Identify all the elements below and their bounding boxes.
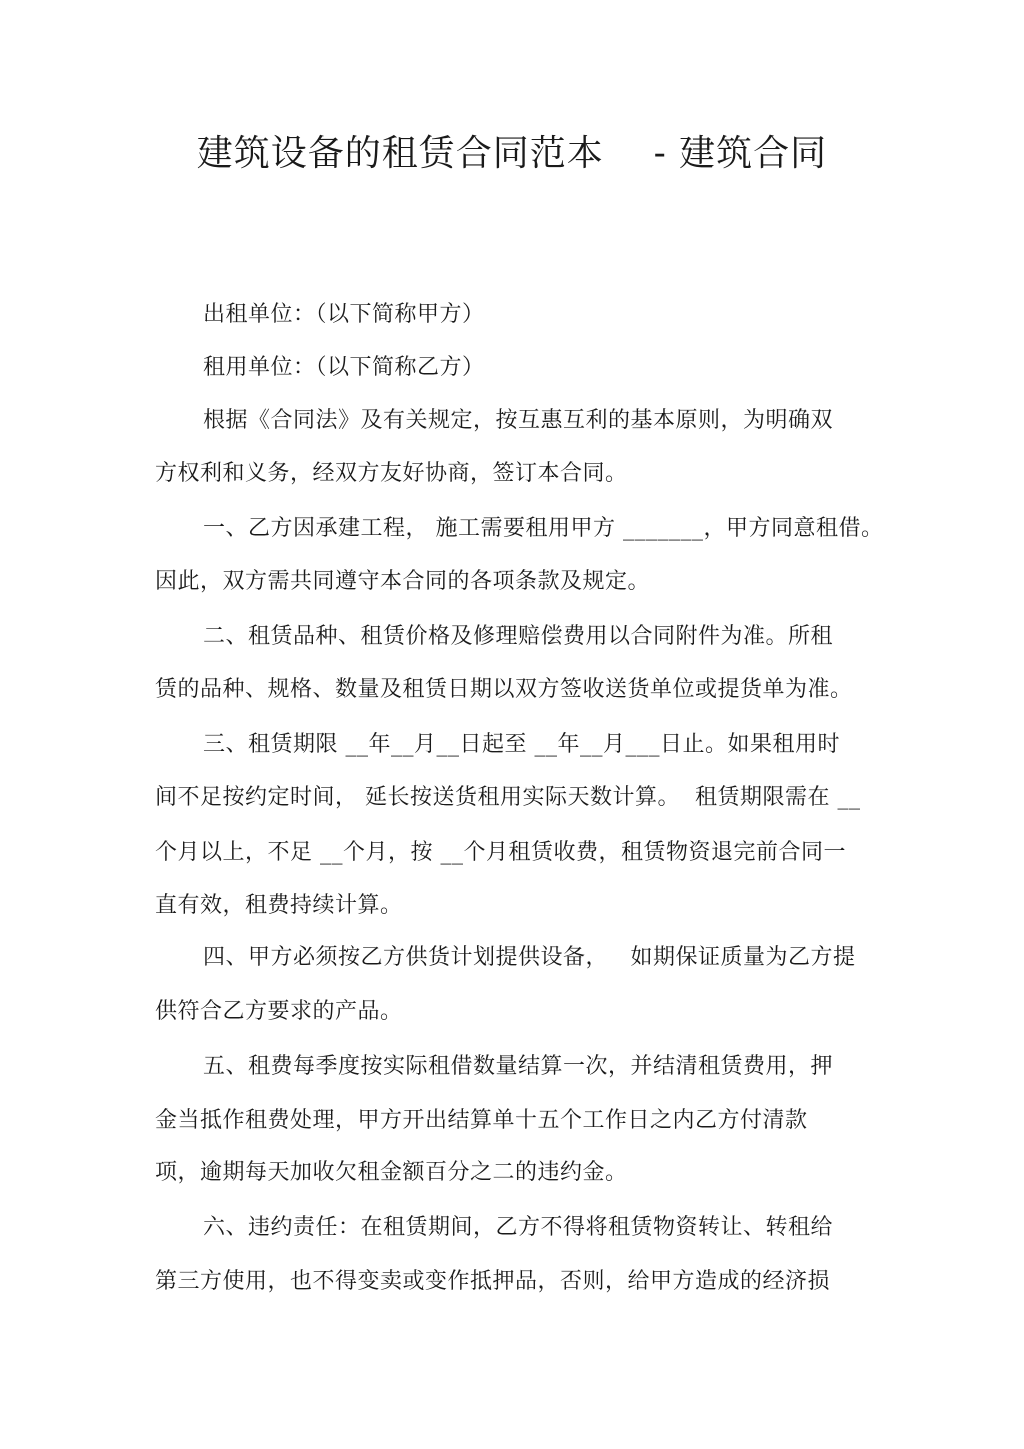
clause-3-line-2: 间不足按约定时间， 延长按送货租用实际天数计算。 租赁期限需在 __ — [155, 785, 861, 810]
clause-1-line-2: 因此，双方需共同遵守本合同的各项条款及规定。 — [155, 569, 651, 594]
clause-5-line-3: 项，逾期每天加收欠租金额百分之二的违约金。 — [155, 1160, 628, 1185]
clause-5-line-2: 金当抵作租费处理，甲方开出结算单十五个工作日之内乙方付清款 — [155, 1108, 808, 1133]
clause-3-line-1: 三、租赁期限 __年__月__日起至 __年__月___日止。如果租用时 — [203, 732, 840, 757]
clause-6-line-2: 第三方使用，也不得变卖或变作抵押品，否则，给甲方造成的经济损 — [155, 1269, 831, 1294]
clause-3-line-3: 个月以上，不足 __个月，按 __个月租赁收费，租赁物资退完前合同一 — [155, 840, 846, 865]
preamble-line-2: 方权利和义务，经双方友好协商，签订本合同。 — [155, 461, 628, 486]
lessor-line: 出租单位：（以下简称甲方） — [203, 302, 485, 327]
clause-1-line-1: 一、乙方因承建工程， 施工需要租用甲方 _______，甲方同意租借。 — [203, 516, 884, 541]
clause-2-line-2: 赁的品种、规格、数量及租赁日期以双方签收送货单位或提货单为准。 — [155, 677, 853, 702]
clause-6-line-1: 六、违约责任：在租赁期间，乙方不得将租赁物资转让、转租给 — [203, 1215, 834, 1240]
clause-5-line-1: 五、租费每季度按实际租借数量结算一次，并结清租赁费用，押 — [203, 1054, 834, 1079]
lessee-line: 租用单位：（以下简称乙方） — [203, 355, 485, 380]
clause-4-line-2: 供符合乙方要求的产品。 — [155, 999, 403, 1024]
clause-4-line-1: 四、甲方必须按乙方供货计划提供设备， 如期保证质量为乙方提 — [203, 945, 856, 970]
preamble-line-1: 根据《合同法》及有关规定，按互惠互利的基本原则，为明确双 — [203, 408, 834, 433]
clause-3-line-4: 直有效，租费持续计算。 — [155, 893, 403, 918]
document-title: 建筑设备的租赁合同范本 - 建筑合同 — [196, 133, 828, 174]
clause-2-line-1: 二、租赁品种、租赁价格及修理赔偿费用以合同附件为准。所租 — [203, 624, 834, 649]
